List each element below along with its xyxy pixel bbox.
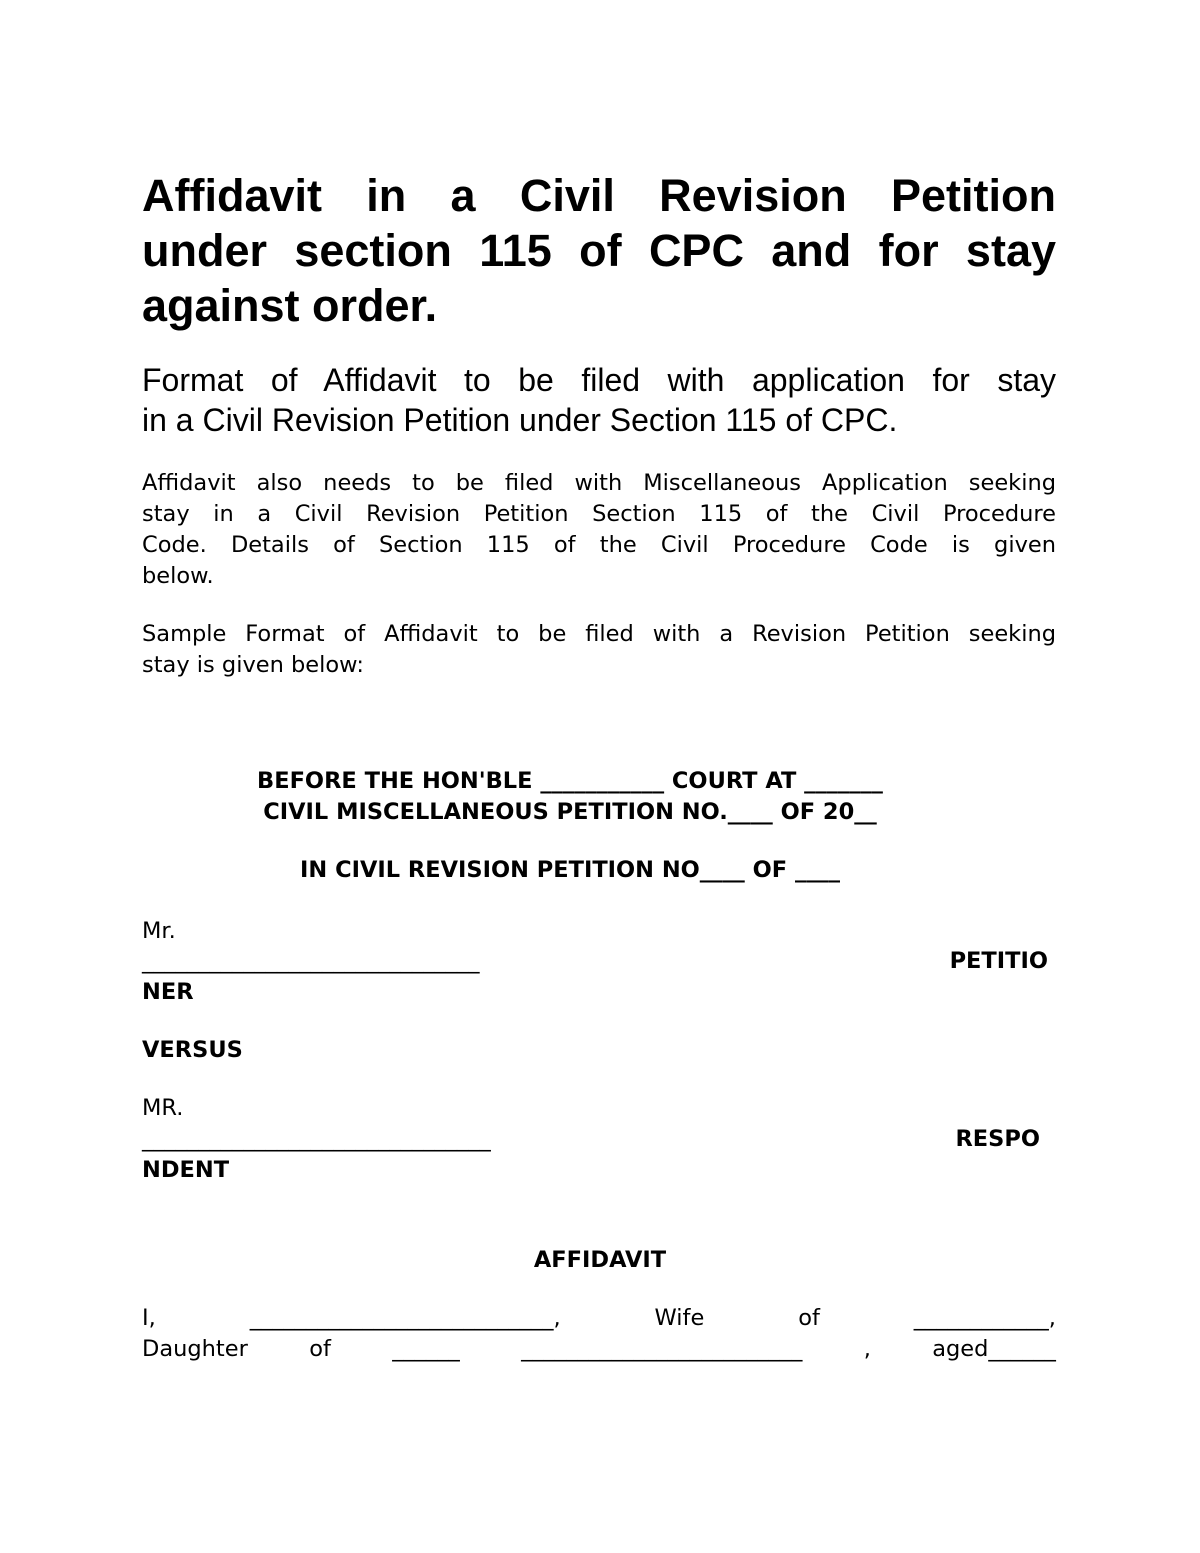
cmp-heading: CIVIL MISCELLANEOUS PETITION NO.____ OF 20__ bbox=[263, 799, 877, 825]
petitioner-prefix: Mr. bbox=[142, 918, 176, 944]
affidavit-line-2 bbox=[142, 1336, 1056, 1362]
sample-paragraph bbox=[142, 619, 1056, 681]
respondent-prefix: MR. bbox=[142, 1095, 184, 1121]
respondent-label-continued: NDENT bbox=[142, 1157, 230, 1183]
affidavit-word: , bbox=[863, 1336, 871, 1362]
versus-label: VERSUS bbox=[142, 1037, 243, 1063]
father-name-blank-long: _________________________ bbox=[521, 1336, 803, 1362]
subtitle-line: Format of Affidavit to be filed with application for stay bbox=[142, 362, 1056, 398]
father-name-blank: ______ bbox=[392, 1336, 460, 1362]
document-subtitle bbox=[142, 360, 1056, 440]
paragraph-line: Affidavit also needs to be filed with Miscellaneous Application seeking bbox=[142, 470, 1056, 496]
paragraph-line: stay in a Civil Revision Petition Section 115 of the Civil Procedure bbox=[142, 501, 1056, 527]
affidavit-word: of bbox=[798, 1305, 820, 1331]
paragraph-line: Code. Details of Section 115 of the Civil Procedure Code is given bbox=[142, 532, 1056, 558]
respondent-name-blank: _______________________________ bbox=[142, 1126, 491, 1152]
petitioner-label-continued: NER bbox=[142, 979, 194, 1005]
document-title bbox=[142, 168, 1056, 333]
petitioner-name-blank: ______________________________ bbox=[142, 948, 480, 974]
deponent-name-blank: ___________________________, bbox=[249, 1305, 561, 1331]
husband-name-blank: ____________, bbox=[913, 1305, 1056, 1331]
title-line: against order. bbox=[142, 280, 438, 331]
affidavit-word: of bbox=[309, 1336, 331, 1362]
affidavit-word: Daughter bbox=[142, 1336, 248, 1362]
affidavit-word: I, bbox=[142, 1305, 156, 1331]
paragraph-line: Sample Format of Affidavit to be filed with a Revision Petition seeking bbox=[142, 621, 1056, 647]
petitioner-label: PETITIO bbox=[949, 948, 1048, 974]
paragraph-line: below. bbox=[142, 563, 214, 589]
respondent-row bbox=[142, 1126, 1056, 1152]
respondent-label: RESPO bbox=[955, 1126, 1040, 1152]
affidavit-word: Wife bbox=[654, 1305, 705, 1331]
affidavit-heading: AFFIDAVIT bbox=[533, 1247, 667, 1273]
paragraph-line: stay is given below: bbox=[142, 652, 364, 678]
intro-paragraph bbox=[142, 468, 1056, 592]
title-line: Affidavit in a Civil Revision Petition bbox=[142, 170, 1056, 221]
subtitle-line: in a Civil Revision Petition under Section 115 of CPC. bbox=[142, 402, 898, 438]
title-line: under section 115 of CPC and for stay bbox=[142, 225, 1056, 276]
petitioner-row bbox=[142, 948, 1056, 974]
court-heading: BEFORE THE HON'BLE ___________ COURT AT _______ bbox=[257, 768, 883, 794]
affidavit-line-1 bbox=[142, 1305, 1056, 1331]
crp-heading: IN CIVIL REVISION PETITION NO____ OF ____ bbox=[300, 857, 840, 883]
age-blank: aged______ bbox=[932, 1336, 1056, 1362]
